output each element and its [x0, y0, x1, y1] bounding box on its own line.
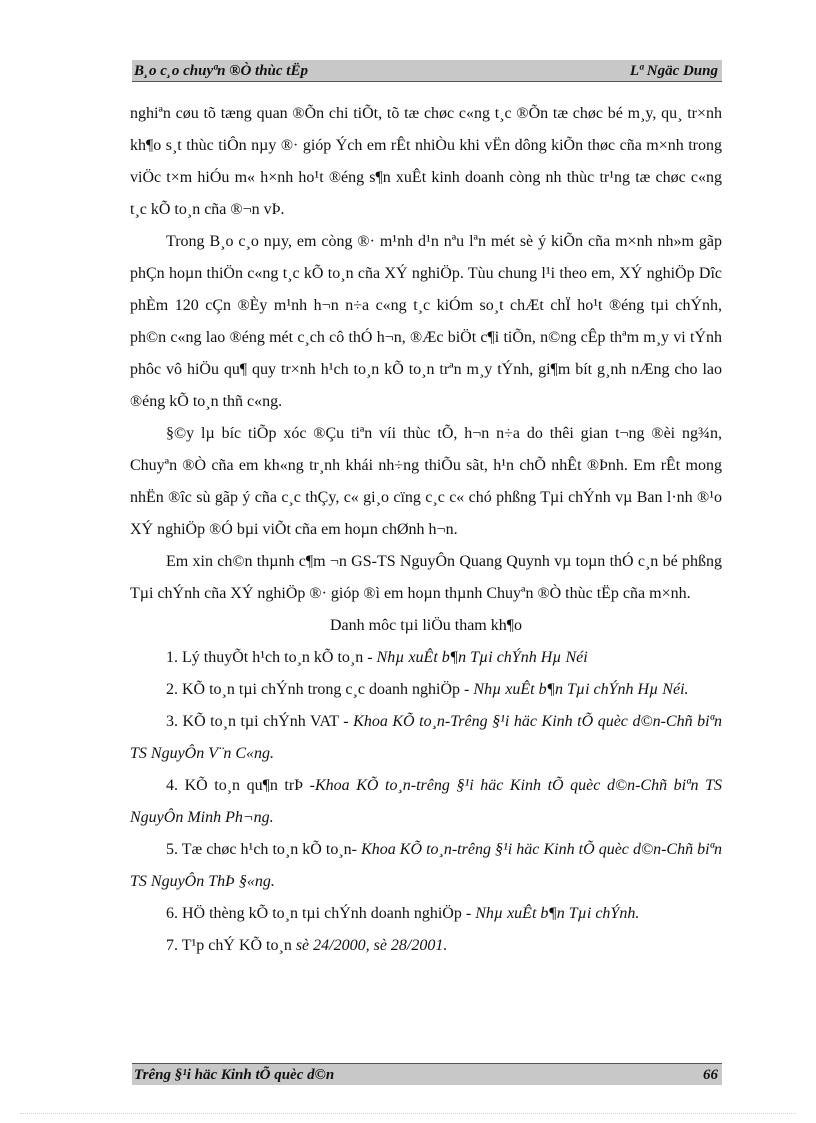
reference-source: Khoa KÕ to¸n-trêng §¹i häc Kinh tÕ quèc d©n-Chñ biªn TS NguyÔn ThÞ §«ng.: [130, 841, 723, 890]
reference-item: [130, 834, 722, 898]
reference-text: 1. Lý thuyÕt h¹ch to¸n kÕ to¸n -: [166, 649, 377, 666]
reference-item: [130, 898, 722, 930]
body-paragraph: Em xin ch©n thµnh c¶m ¬n GS-TS NguyÔn Quang Quynh vµ toµn thÓ c¸n bé phßng Tµi chÝnh cña XÝ nghiÖp ®· gióp ®ì em hoµn thµnh Chuyªn ®Ò thùc tËp cña m×nh.: [130, 553, 722, 602]
reference-item: [130, 642, 722, 674]
page-header: [132, 60, 722, 82]
footer-institution: Trêng §¹i häc Kinh tÕ quèc d©n: [134, 1067, 335, 1083]
page-body: [130, 98, 722, 962]
reference-item: [130, 706, 722, 770]
reference-text: 5. Tæ chøc h¹ch to¸n kÕ to¸n-: [166, 841, 362, 858]
page-footer: [132, 1063, 722, 1085]
reference-source: Khoa KÕ to¸n-Trêng §¹i häc Kinh tÕ quèc d©n-Chñ biªn TS NguyÔn V¨n C«ng.: [130, 713, 722, 762]
reference-item: [130, 770, 722, 834]
body-paragraph: nghiªn cøu tõ tæng quan ®Õn chi tiÕt, tõ tæ chøc c«ng t¸c ®Õn tæ chøc bé m¸y, qu¸ tr×nh kh¶o s¸t thùc tiÔn nµy ®· gióp Ých em rÊt nhiÒu khi vËn dông kiÕn thøc cña m×nh trong viÖc t×m hiÓu m« h×nh ho¹t ®éng s¶n xuÊt kinh doanh còng nh thùc tr¹ng tæ chøc c«ng t¸c kÕ to¸n cña ®¬n vÞ.: [130, 105, 722, 218]
reference-item: [130, 930, 722, 962]
reference-source: sè 24/2000, sè 28/2001.: [295, 937, 448, 954]
reference-source: Nhµ xuÊt b¶n Tµi chÝnh.: [475, 905, 640, 922]
header-author: Lª Ngäc Dung: [629, 63, 718, 79]
reference-source: Nhµ xuÊt b¶n Tµi chÝnh Hµ Néi: [376, 649, 588, 666]
reference-text: 4. KÕ to¸n qu¶n trÞ -: [166, 777, 315, 794]
body-paragraph: Trong B¸o c¸o nµy, em còng ®· m¹nh d¹n nªu lªn mét sè ý kiÕn cña m×nh nh»m gãp phÇn hoµn thiÖn c«ng t¸c kÕ to¸n cña XÝ nghiÖp. Tùu chung l¹i theo em, XÝ nghiÖp Dîc phÈm 120 cÇn ®Èy m¹nh h¬n n÷a c«ng t¸c kiÓm so¸t chÆt chÏ ho¹t ®éng tµi chÝnh, ph©n c«ng lao ®éng mét c¸ch cô thÓ h¬n, ®Æc biÖt c¶i tiÕn, n©ng cÊp thªm m¸y vi tÝnh phôc vô hiÖu qu¶ quy tr×nh h¹ch to¸n kÕ to¸n trªn m¸y tÝnh, gi¶m bít g¸nh nÆng cho lao ®éng kÕ to¸n thñ c«ng.: [130, 233, 722, 410]
body-paragraph: §©y lµ bíc tiÕp xóc ®Çu tiªn víi thùc tÕ, h¬n n÷a do thêi gian t¬ng ®èi ng¾n, Chuyªn ®Ò cña em kh«ng tr¸nh khái nh÷ng thiÕu sãt, h¹n chÕ nhÊt ®Þnh. Em rÊt mong nhËn ®îc sù gãp ý cña c¸c thÇy, c« gi¸o cïng c¸c c« chó phßng Tµi chÝnh vµ Ban l·nh ®¹o XÝ nghiÖp ®Ó bµi viÕt cña em hoµn chØnh h¬n.: [130, 425, 722, 538]
reference-text: 7. T¹p chÝ KÕ to¸n: [166, 937, 296, 954]
reference-item: [130, 674, 722, 706]
references-heading: Danh môc tµi liÖu tham kh¶o: [330, 617, 522, 634]
header-title: B¸o c¸o chuyªn ®Ò thùc tËp: [134, 63, 308, 79]
reference-text: 6. HÖ thèng kÕ to¸n tµi chÝnh doanh nghiÖp -: [166, 905, 476, 922]
reference-text: 2. KÕ to¸n tµi chÝnh trong c¸c doanh nghiÖp -: [166, 681, 474, 698]
reference-source: Khoa KÕ to¸n-trêng §¹i häc Kinh tÕ quèc d©n-Chñ biªn TS NguyÔn Minh Ph¬ng.: [130, 777, 722, 826]
page-number: 66: [703, 1067, 718, 1083]
bottom-divider: [20, 1113, 796, 1114]
reference-source: Nhµ xuÊt b¶n Tµi chÝnh Hµ Néi.: [473, 681, 689, 698]
reference-text: 3. KÕ to¸n tµi chÝnh VAT -: [166, 713, 354, 730]
